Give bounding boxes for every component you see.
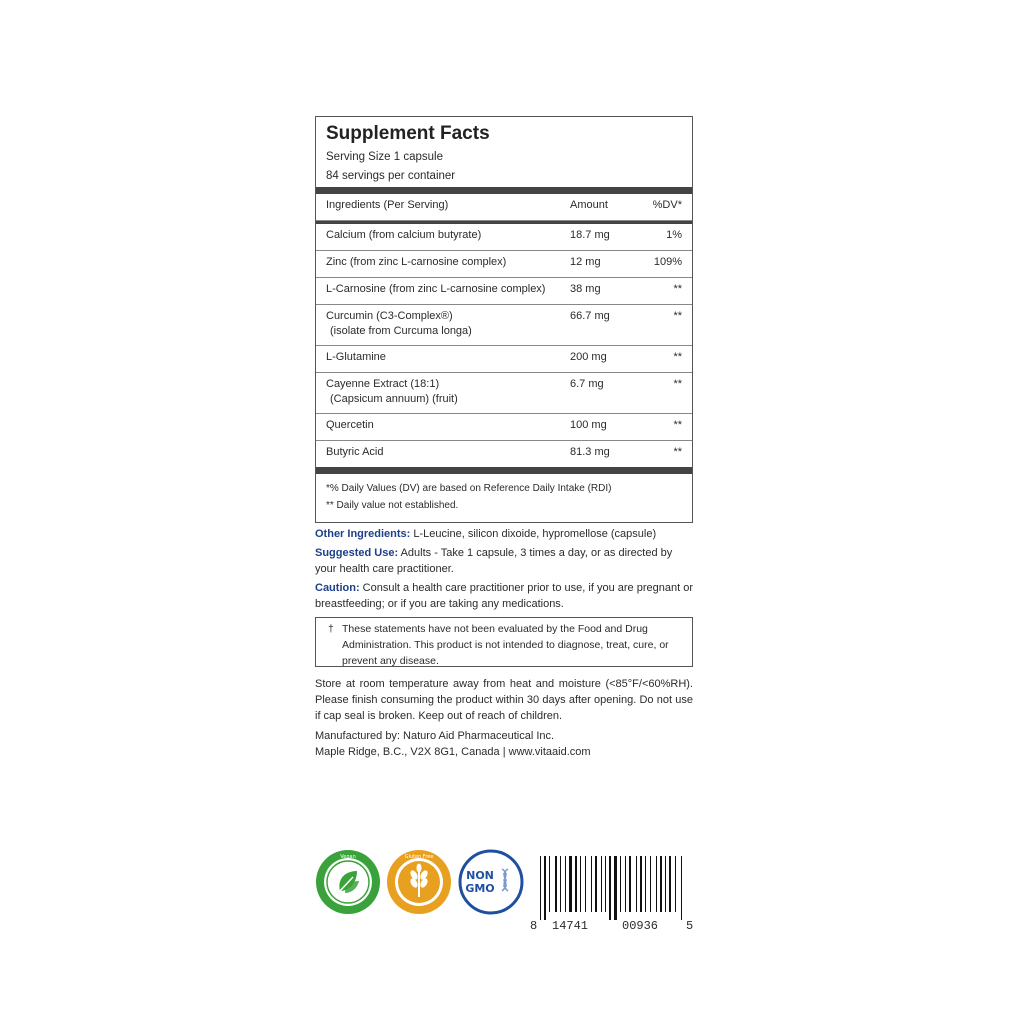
barcode-bars-icon bbox=[530, 856, 696, 920]
barcode-bar bbox=[555, 856, 557, 912]
vegan-badge-text: Vegan bbox=[340, 854, 356, 860]
ingredient-amount: 81.3 mg bbox=[570, 446, 610, 458]
barcode-bar bbox=[614, 856, 617, 920]
ingredient-amount: 200 mg bbox=[570, 351, 607, 363]
suggested-use-text: Adults - Take 1 capsule, 3 times a day, or as directed by your health care practitioner. bbox=[315, 547, 673, 575]
ingredient-amount: 6.7 mg bbox=[570, 378, 604, 390]
barcode-bar bbox=[636, 856, 637, 912]
ingredient-row bbox=[316, 414, 692, 441]
non-gmo-line2: GMO bbox=[465, 882, 495, 895]
footnote-dv: *% Daily Values (DV) are based on Reference Daily Intake (RDI) bbox=[326, 483, 612, 494]
ingredient-name-text: Curcumin (C3-Complex®) bbox=[326, 310, 453, 322]
supplement-facts-panel bbox=[315, 116, 693, 523]
caution bbox=[315, 580, 693, 612]
header-ingredients: Ingredients (Per Serving) bbox=[326, 199, 449, 211]
barcode-bar bbox=[656, 856, 657, 912]
non-gmo-line1: NON bbox=[466, 869, 494, 882]
barcode-digits-right: 00936 bbox=[622, 919, 659, 933]
ingredient-name: Calcium (from calcium butyrate) bbox=[326, 229, 482, 241]
servings-per-container: 84 servings per container bbox=[326, 170, 456, 182]
dagger-symbol: † bbox=[328, 623, 334, 635]
barcode-bar bbox=[601, 856, 602, 912]
barcode-bar bbox=[560, 856, 561, 912]
ingredient-rows bbox=[316, 224, 692, 467]
ingredient-dv: ** bbox=[673, 283, 682, 295]
suggested-use-label: Suggested Use: bbox=[315, 547, 399, 559]
ingredient-row bbox=[316, 373, 692, 414]
barcode-digit-first: 8 bbox=[530, 919, 538, 933]
barcode-bar bbox=[565, 856, 566, 912]
ingredient-name bbox=[326, 377, 570, 407]
ingredient-name: Zinc (from zinc L-carnosine complex) bbox=[326, 256, 507, 268]
ingredient-name: L-Carnosine (from zinc L-carnosine complex) bbox=[326, 283, 546, 295]
barcode-digit-last: 5 bbox=[686, 919, 694, 933]
barcode-bar bbox=[640, 856, 642, 912]
barcode-bar bbox=[595, 856, 597, 912]
ingredient-amount: 66.7 mg bbox=[570, 310, 610, 322]
manufacturer-line1: Manufactured by: Naturo Aid Pharmaceutical Inc. bbox=[315, 730, 555, 742]
ingredient-amount: 18.7 mg bbox=[570, 229, 610, 241]
ingredient-name: Quercetin bbox=[326, 419, 374, 431]
vegan-badge-icon bbox=[315, 849, 381, 915]
suggested-use bbox=[315, 545, 693, 577]
barcode-bar bbox=[660, 856, 662, 912]
barcode-bar bbox=[544, 856, 546, 920]
barcode-bar bbox=[580, 856, 581, 912]
other-ingredients-text: L-Leucine, silicon dixoide, hypromellose (capsule) bbox=[410, 528, 657, 540]
gluten-free-badge-text: Gluten Free bbox=[404, 854, 434, 860]
barcode-bar bbox=[645, 856, 646, 912]
header-amount: Amount bbox=[570, 199, 608, 211]
ingredient-dv: ** bbox=[673, 419, 682, 431]
ingredient-name: L-Glutamine bbox=[326, 351, 386, 363]
facts-footnotes bbox=[316, 474, 692, 522]
storage-text: Store at room temperature away from heat and moisture (<85°F/<60%RH). Please finish consuming the product within 30 days after opening. Do not use if cap seal is broken. Keep out of reach of children. bbox=[315, 678, 693, 722]
ingredient-row bbox=[316, 278, 692, 305]
barcode-bar bbox=[605, 856, 606, 912]
ingredient-amount: 38 mg bbox=[570, 283, 601, 295]
barcode-bar bbox=[549, 856, 550, 912]
barcode-digits-left: 14741 bbox=[552, 919, 589, 933]
ingredient-row bbox=[316, 441, 692, 467]
facts-title: Supplement Facts bbox=[326, 123, 490, 144]
footnote-not-established: ** Daily value not established. bbox=[326, 500, 459, 511]
ingredient-dv: ** bbox=[673, 378, 682, 390]
barcode-bar bbox=[681, 856, 682, 920]
ingredient-dv: 1% bbox=[666, 229, 682, 241]
ingredient-row bbox=[316, 251, 692, 278]
facts-header-row bbox=[316, 194, 692, 221]
barcode-bar bbox=[585, 856, 586, 912]
ingredient-name: Butyric Acid bbox=[326, 446, 384, 458]
ingredient-amount: 12 mg bbox=[570, 256, 601, 268]
gluten-free-badge-icon bbox=[386, 849, 452, 915]
ingredient-source: (isolate from Curcuma longa) bbox=[330, 325, 472, 337]
barcode-bar bbox=[629, 856, 631, 912]
ingredient-name bbox=[326, 309, 570, 339]
ingredient-source: (Capsicum annuum) (fruit) bbox=[330, 393, 458, 405]
barcode-bar bbox=[575, 856, 577, 912]
ingredient-dv: ** bbox=[673, 446, 682, 458]
caution-text: Consult a health care practitioner prior to use, if you are pregnant or breastfeeding; or if you are taking any medications. bbox=[315, 582, 693, 610]
header-dv: %DV* bbox=[652, 199, 682, 211]
barcode bbox=[530, 856, 696, 938]
caution-label: Caution: bbox=[315, 582, 360, 594]
barcode-bar bbox=[609, 856, 611, 920]
ingredient-dv: ** bbox=[673, 351, 682, 363]
barcode-bar bbox=[675, 856, 676, 912]
barcode-bar bbox=[665, 856, 666, 912]
fda-statement-text: These statements have not been evaluated by the Food and Drug Administration. This product is not intended to diagnose, treat, cure, or prevent any disease. bbox=[342, 623, 669, 667]
barcode-bar bbox=[620, 856, 621, 912]
serving-size: Serving Size 1 capsule bbox=[326, 151, 443, 163]
barcode-bar bbox=[591, 856, 592, 912]
ingredient-name-text: Cayenne Extract (18:1) bbox=[326, 378, 440, 390]
barcode-bar bbox=[569, 856, 572, 912]
ingredient-row bbox=[316, 305, 692, 346]
ingredient-dv: ** bbox=[673, 310, 682, 322]
barcode-bar bbox=[669, 856, 671, 912]
barcode-bar bbox=[540, 856, 541, 920]
thick-divider-bottom bbox=[316, 467, 692, 474]
ingredient-row bbox=[316, 346, 692, 373]
fda-statement-box bbox=[315, 617, 693, 667]
manufacturer bbox=[315, 728, 693, 760]
other-ingredients-label: Other Ingredients: bbox=[315, 528, 411, 540]
barcode-bar bbox=[650, 856, 651, 912]
manufacturer-line2: Maple Ridge, B.C., V2X 8G1, Canada | www.vitaaid.com bbox=[315, 746, 591, 758]
other-ingredients bbox=[315, 526, 693, 542]
non-gmo-badge-icon bbox=[458, 849, 524, 915]
thick-divider bbox=[316, 187, 692, 194]
barcode-bar bbox=[625, 856, 626, 912]
ingredient-row bbox=[316, 224, 692, 251]
ingredient-dv: 109% bbox=[653, 256, 682, 268]
ingredient-amount: 100 mg bbox=[570, 419, 607, 431]
